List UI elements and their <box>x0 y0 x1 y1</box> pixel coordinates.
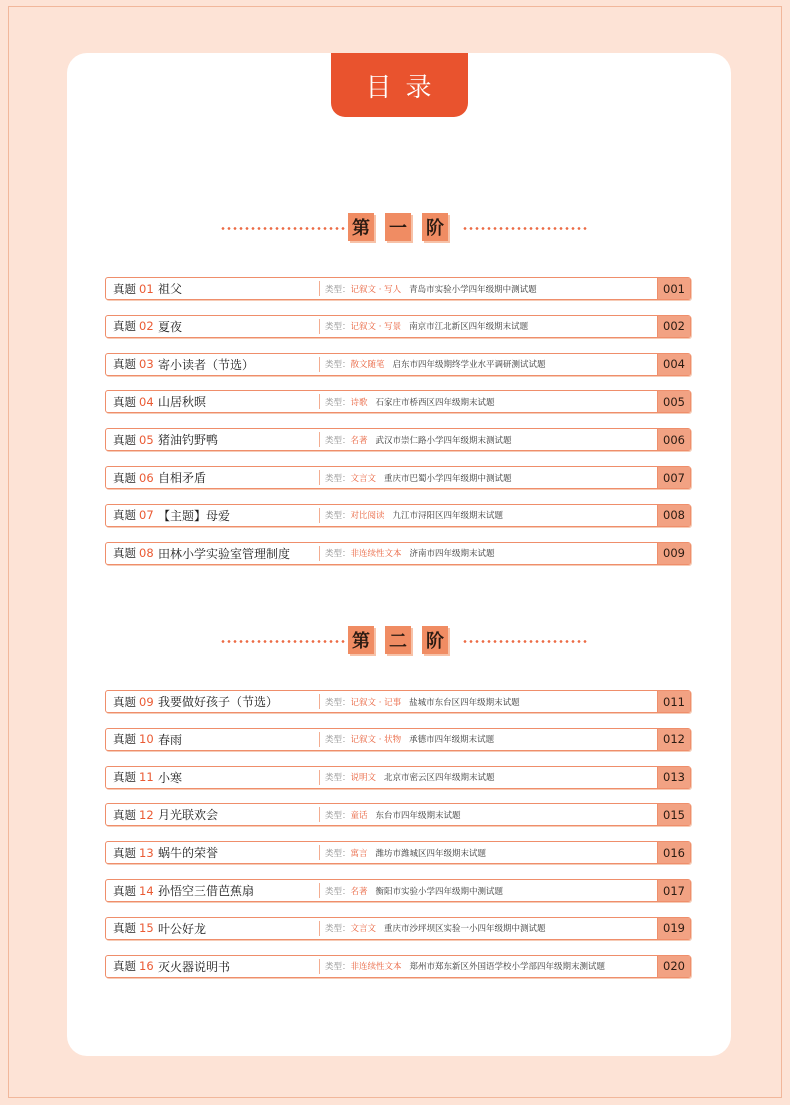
entry-number: 04 <box>139 394 154 409</box>
page-title: 目录 <box>331 53 468 117</box>
type-label: 类型： <box>325 322 351 333</box>
entry-title: 夏夜 <box>158 319 183 334</box>
entry-title: 小寒 <box>158 770 183 785</box>
entry-source: 潍坊市潍城区四年级期末试题 <box>375 848 487 859</box>
dotted-divider <box>462 227 587 230</box>
type-label: 类型： <box>325 549 351 560</box>
stage-title-char: 第 <box>348 213 374 241</box>
entry-source: 东台市四年级期末试题 <box>375 810 461 821</box>
toc-entry[interactable] <box>105 353 691 376</box>
entry-source: 盐城市东台区四年级期末试题 <box>409 697 520 708</box>
entry-meta <box>320 842 657 863</box>
type-label: 类型： <box>325 924 351 935</box>
type-label: 类型： <box>325 360 351 371</box>
entry-label-text: 真题 <box>113 883 136 898</box>
entry-label-text: 真题 <box>113 770 136 785</box>
entry-type: 诗歌 <box>350 397 368 408</box>
entry-label-text: 真题 <box>113 508 136 523</box>
entry-meta <box>320 316 657 337</box>
entry-title: 我要做好孩子（节选） <box>158 695 279 709</box>
entry-page-number: 004 <box>657 354 690 375</box>
type-label: 类型： <box>325 473 351 484</box>
entry-title: 蜗牛的荣誉 <box>158 846 219 861</box>
entry-type: 记叙文 · 记事 <box>350 697 402 708</box>
entry-label-text: 真题 <box>113 357 136 372</box>
stage-title-char: 二 <box>385 626 411 654</box>
entry-type: 文言文 <box>350 473 377 484</box>
entry-source: 承德市四年级期末试题 <box>409 735 495 746</box>
entry-label <box>106 429 158 450</box>
entry-source: 重庆市沙坪坝区实验一小四年级期中测试题 <box>384 924 546 935</box>
entry-type: 散文随笔 <box>350 360 385 371</box>
entry-type: 对比阅读 <box>350 511 385 522</box>
entry-label <box>106 842 158 863</box>
entry-meta <box>320 354 657 375</box>
entry-page-number: 008 <box>657 505 690 526</box>
entry-number: 09 <box>139 694 154 709</box>
toc-entry[interactable] <box>105 504 691 527</box>
toc-entry[interactable] <box>105 390 691 413</box>
entry-page-number: 017 <box>657 880 690 901</box>
entry-type: 寓言 <box>350 848 368 859</box>
entry-title: 自相矛盾 <box>158 471 207 485</box>
entry-title: 孙悟空三借芭蕉扇 <box>158 884 255 898</box>
entry-label <box>106 804 158 825</box>
toc-entry[interactable] <box>105 542 691 565</box>
entry-source: 石家庄市桥西区四年级期末试题 <box>375 397 495 408</box>
dotted-divider <box>220 227 345 230</box>
entry-label <box>106 391 158 412</box>
type-label: 类型： <box>325 435 351 446</box>
type-label: 类型： <box>325 886 351 897</box>
entry-type: 文言文 <box>350 924 377 935</box>
entry-source: 重庆市巴蜀小学四年级期中测试题 <box>384 473 512 484</box>
entry-page-number: 020 <box>657 956 690 977</box>
entry-label-text: 真题 <box>113 319 136 334</box>
entry-meta <box>320 691 657 712</box>
entry-label-text: 真题 <box>113 394 136 409</box>
entry-type: 非连续性文本 <box>350 962 402 973</box>
entry-page-number: 001 <box>657 278 690 299</box>
entry-number: 15 <box>139 921 154 936</box>
entry-type: 童话 <box>350 810 368 821</box>
toc-entry[interactable] <box>105 766 691 789</box>
entry-type: 名著 <box>350 886 368 897</box>
entry-type: 说明文 <box>350 773 377 784</box>
toc-entry[interactable] <box>105 803 691 826</box>
entry-title: 【主题】母爱 <box>158 508 231 523</box>
entry-meta <box>320 543 657 564</box>
entry-number: 10 <box>139 732 154 747</box>
entry-label <box>106 316 158 337</box>
entry-meta <box>320 278 657 299</box>
entry-page-number: 011 <box>657 691 690 712</box>
entry-number: 02 <box>139 319 154 334</box>
toc-entry[interactable] <box>105 841 691 864</box>
entry-meta <box>320 391 657 412</box>
entry-page-number: 016 <box>657 842 690 863</box>
type-label: 类型： <box>325 397 351 408</box>
entry-source: 九江市浔阳区四年级期末试题 <box>392 511 504 522</box>
type-label: 类型： <box>325 773 351 784</box>
entry-type: 非连续性文本 <box>350 549 402 560</box>
entry-source: 青岛市实验小学四年级期中测试题 <box>409 284 537 295</box>
entry-label <box>106 691 158 712</box>
type-label: 类型： <box>325 810 351 821</box>
entry-number: 11 <box>139 770 154 785</box>
entry-meta <box>320 880 657 901</box>
entry-page-number: 005 <box>657 391 690 412</box>
entry-meta <box>320 918 657 939</box>
toc-entry[interactable] <box>105 428 691 451</box>
entry-label-text: 真题 <box>113 845 136 860</box>
entry-title: 田林小学实验室管理制度 <box>158 546 291 561</box>
stage-title <box>348 213 448 243</box>
entry-page-number: 012 <box>657 729 690 750</box>
entry-title: 猪油钓野鸭 <box>158 433 219 448</box>
entry-meta <box>320 767 657 788</box>
type-label: 类型： <box>325 284 351 295</box>
stage-header-1 <box>105 213 690 243</box>
entry-label-text: 真题 <box>113 281 136 296</box>
dotted-divider <box>462 640 587 643</box>
entry-number: 13 <box>139 845 154 860</box>
entry-page-number: 002 <box>657 316 690 337</box>
entry-source: 郑州市郑东新区外国语学校小学部四年级期末测试题 <box>409 962 606 973</box>
type-label: 类型： <box>325 735 351 746</box>
entry-title: 月光联欢会 <box>158 808 219 823</box>
entry-source: 济南市四年级期末试题 <box>409 549 495 560</box>
entry-label-text: 真题 <box>113 732 136 747</box>
entry-meta <box>320 804 657 825</box>
type-label: 类型： <box>325 511 351 522</box>
entry-label <box>106 880 158 901</box>
stage-title-char: 阶 <box>422 626 448 654</box>
entry-source: 启东市四年级期终学业水平调研测试试题 <box>392 360 546 371</box>
entry-title: 山居秋暝 <box>158 395 207 410</box>
entry-source: 南京市江北新区四年级期末试题 <box>409 322 529 333</box>
entry-label <box>106 505 158 526</box>
entry-page-number: 007 <box>657 467 690 488</box>
type-label: 类型： <box>325 848 351 859</box>
entry-label <box>106 278 158 299</box>
entry-label <box>106 354 158 375</box>
entry-type: 名著 <box>350 435 368 446</box>
entry-type: 记叙文 · 状物 <box>350 735 402 746</box>
toc-entry[interactable] <box>105 879 691 902</box>
toc-entry[interactable] <box>105 466 691 489</box>
entry-label-text: 真题 <box>113 546 136 561</box>
type-label: 类型： <box>325 697 351 708</box>
dotted-divider <box>220 640 345 643</box>
entry-source: 北京市密云区四年级期末试题 <box>384 773 495 784</box>
toc-entry[interactable] <box>105 728 691 751</box>
entry-number: 07 <box>139 508 154 523</box>
entry-number: 16 <box>139 959 154 974</box>
entry-label-text: 真题 <box>113 921 136 936</box>
type-label: 类型： <box>325 962 351 973</box>
entry-meta <box>320 956 657 977</box>
entry-type: 记叙文 · 写景 <box>350 322 402 333</box>
toc-entry[interactable] <box>105 690 691 713</box>
entry-number: 12 <box>139 807 154 822</box>
entry-meta <box>320 729 657 750</box>
entry-number: 06 <box>139 470 154 485</box>
entry-meta <box>320 467 657 488</box>
entry-label <box>106 543 158 564</box>
entry-number: 14 <box>139 883 154 898</box>
entry-meta <box>320 429 657 450</box>
entry-type: 记叙文 · 写人 <box>350 284 402 295</box>
toc-entry[interactable] <box>105 315 691 338</box>
entry-label-text: 真题 <box>113 959 136 974</box>
entry-title: 叶公好龙 <box>158 921 207 936</box>
entry-label-text: 真题 <box>113 807 136 822</box>
stage-title <box>348 626 448 656</box>
stage-title-char: 阶 <box>422 213 448 241</box>
entry-title: 寄小读者（节选） <box>158 357 255 372</box>
entry-label <box>106 956 158 977</box>
toc-entry[interactable] <box>105 277 691 300</box>
entry-page-number: 009 <box>657 543 690 564</box>
entry-label-text: 真题 <box>113 694 136 709</box>
entry-source: 衡阳市实验小学四年级期中测试题 <box>375 886 504 897</box>
entry-page-number: 013 <box>657 767 690 788</box>
stage-header-2 <box>105 626 690 656</box>
entry-source: 武汉市崇仁路小学四年级期末测试题 <box>375 435 512 446</box>
toc-entry[interactable] <box>105 917 691 940</box>
entry-number: 08 <box>139 546 154 561</box>
entry-label-text: 真题 <box>113 470 136 485</box>
entry-label <box>106 918 158 939</box>
entry-meta <box>320 505 657 526</box>
entry-title: 春雨 <box>158 732 183 747</box>
entry-number: 05 <box>139 432 154 447</box>
entry-page-number: 015 <box>657 804 690 825</box>
stage-title-char: 第 <box>348 626 374 654</box>
entry-label <box>106 767 158 788</box>
entry-label <box>106 729 158 750</box>
toc-entry[interactable] <box>105 955 691 978</box>
entry-title: 祖父 <box>158 282 183 296</box>
entry-number: 01 <box>139 281 154 296</box>
entry-title: 灭火器说明书 <box>158 959 231 974</box>
entry-page-number: 006 <box>657 429 690 450</box>
stage-title-char: 一 <box>385 213 411 241</box>
entry-label-text: 真题 <box>113 432 136 447</box>
entry-label <box>106 467 158 488</box>
entry-number: 03 <box>139 357 154 372</box>
entry-page-number: 019 <box>657 918 690 939</box>
